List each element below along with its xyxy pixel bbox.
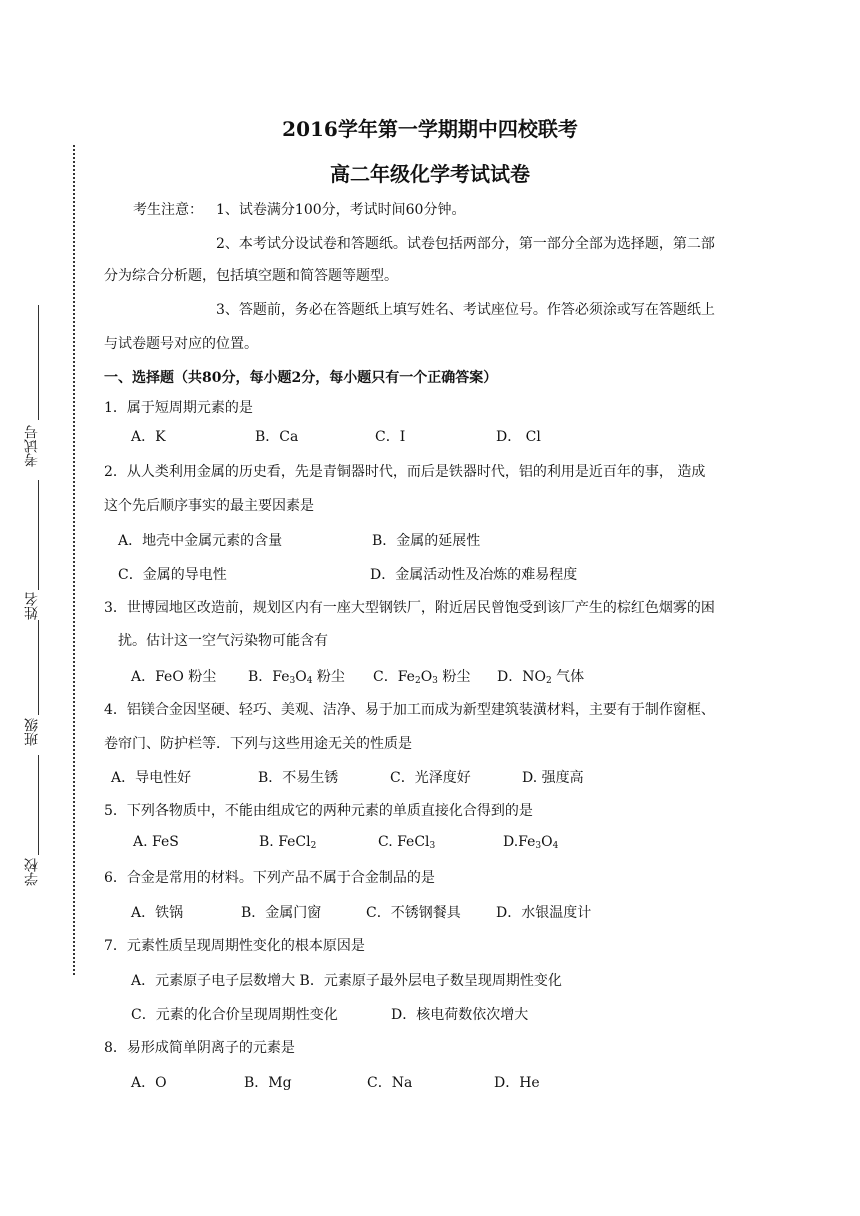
name-blank	[38, 480, 39, 590]
q2-option-b: B．金属的延展性	[372, 533, 481, 549]
q2-option-a: A．地壳中金属元素的含量	[118, 533, 283, 549]
q7-stem: 7．元素性质呈现周期性变化的根本原因是	[104, 938, 365, 954]
q6-option-a: A．铁锅	[131, 905, 184, 921]
q6-stem: 6．合金是常用的材料。下列产品不属于合金制品的是	[104, 870, 435, 886]
notice-2b: 分为综合分析题，包括填空题和简答题等题型。	[104, 268, 398, 284]
q4-stem-1: 4．铝镁合金因坚硬、轻巧、美观、洁净、易于加工而成为新型建筑装潢材料，主要有于制作窗框、	[104, 702, 715, 718]
notice-2a: 2、本考试分设试卷和答题纸。试卷包括两部分，第一部分全部为选择题，第二部	[216, 236, 715, 252]
q3-stem-2: 扰。估计这一空气污染物可能含有	[118, 633, 328, 649]
q4-option-a: A．导电性好	[111, 770, 192, 786]
q3-option-b: B．$Fe_3O_4$ 粉尘	[248, 669, 345, 686]
exam-no-label: 考试号	[24, 425, 40, 467]
exam-no-blank	[38, 305, 39, 420]
q7-option-d: D．核电荷数依次增大	[391, 1007, 529, 1023]
binding-dotted-line	[73, 145, 75, 975]
section-heading: 一、选择题（共80分，每小题2分，每小题只有一个正确答案）	[104, 370, 498, 386]
q6-option-c: C．不锈钢餐具	[366, 905, 461, 921]
q7-option-ab: A．元素原子电子层数增大 B．元素原子最外层电子数呈现周期性变化	[131, 973, 562, 989]
q2-option-c: C．金属的导电性	[118, 567, 227, 583]
q1-option-d: D． Cl	[496, 429, 541, 445]
q8-option-a: A．O	[131, 1075, 167, 1091]
q1-option-c: C．I	[375, 429, 406, 445]
exam-title: 2016学年第一学期期中四校联考	[282, 117, 578, 141]
q8-stem: 8．易形成简单阴离子的元素是	[104, 1040, 295, 1056]
q5-stem: 5．下列各物质中，不能由组成它的两种元素的单质直接化合得到的是	[104, 803, 533, 819]
school-blank	[38, 755, 39, 855]
q3-stem-1: 3．世博园地区改造前，规划区内有一座大型钢铁厂，附近居民曾饱受到该厂产生的棕红色烟雾的困	[104, 600, 715, 616]
q6-option-b: B．金属门窗	[241, 905, 322, 921]
q4-option-b: B．不易生锈	[258, 770, 339, 786]
q3-option-c: C．$Fe_2O_3$ 粉尘	[373, 669, 471, 686]
q4-option-d: D. 强度高	[522, 770, 584, 786]
q4-stem-2: 卷帘门、防护栏等．下列与这些用途无关的性质是	[104, 736, 412, 752]
q6-option-d: D．水银温度计	[496, 905, 592, 921]
q4-option-c: C．光泽度好	[390, 770, 471, 786]
name-label: 姓名	[24, 592, 40, 620]
q3-option-d: D．$NO_2$ 气体	[497, 669, 585, 686]
q2-stem-1: 2．从人类利用金属的历史看，先是青铜器时代，而后是铁器时代，铝的利用是近百年的事， 造成	[104, 464, 706, 480]
class-blank	[38, 620, 39, 715]
school-label: 学校	[24, 858, 40, 886]
q5-option-b: B. FeCl$_2$	[259, 834, 317, 851]
q2-stem-2: 这个先后顺序事实的最主要因素是	[104, 498, 314, 514]
q8-option-d: D．He	[494, 1075, 540, 1091]
notice-3a: 3、答题前，务必在答题纸上填写姓名、考试座位号。作答必须涂或写在答题纸上	[216, 302, 715, 318]
q5-option-c: C. FeCl$_3$	[378, 834, 436, 851]
class-label: 班级	[24, 718, 40, 746]
q1-option-a: A．K	[131, 429, 166, 445]
notice-3b: 与试卷题号对应的位置。	[104, 336, 258, 352]
exam-subtitle: 高二年级化学考试试卷	[330, 162, 530, 186]
q3-option-a: A．FeO 粉尘	[131, 669, 217, 685]
notice-lead: 考生注意：	[133, 202, 203, 218]
q7-option-c: C．元素的化合价呈现周期性变化	[131, 1007, 338, 1023]
notice-1: 1、试卷满分100分，考试时间60分钟。	[216, 202, 466, 218]
q5-option-d: $D.Fe_3O_4$	[503, 834, 559, 851]
q2-option-d: D．金属活动性及冶炼的难易程度	[370, 567, 578, 583]
q5-option-a: A. FeS	[133, 834, 179, 850]
q1-stem: 1．属于短周期元素的是	[104, 400, 253, 416]
q8-option-c: C．Na	[367, 1075, 413, 1091]
q8-option-b: B．Mg	[244, 1075, 292, 1091]
q1-option-b: B．Ca	[255, 429, 299, 445]
